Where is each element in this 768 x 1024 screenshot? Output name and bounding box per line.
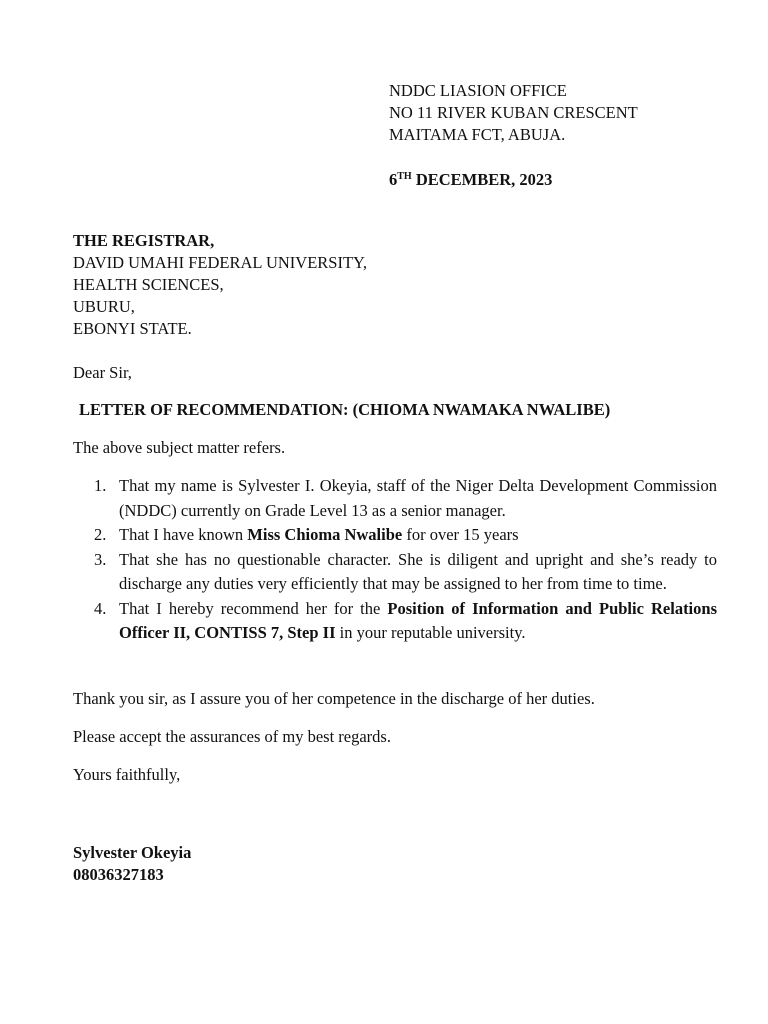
candidate-name: Miss Chioma Nwalibe <box>247 525 403 544</box>
list-item <box>73 523 717 548</box>
list-item <box>73 548 717 597</box>
recipient-line: DAVID UMAHI FEDERAL UNIVERSITY, <box>73 253 367 272</box>
list-item-number: 4. <box>94 598 107 618</box>
signatory-block <box>73 842 191 886</box>
list-item-text: That I hereby recommend her for the <box>119 598 388 618</box>
list-item <box>73 474 717 523</box>
recipient-address <box>73 230 573 340</box>
list-item-number: 2. <box>94 525 107 544</box>
subject-line: LETTER OF RECOMMENDATION: (CHIOMA NWAMAKA NWALIBE) <box>79 400 611 419</box>
sender-address-line: MAITAMA FCT, ABUJA. <box>389 125 566 144</box>
valediction: Yours faithfully, <box>73 765 181 784</box>
salutation: Dear Sir, <box>73 363 132 382</box>
recommendation-points <box>73 474 717 646</box>
closing-paragraph: Please accept the assurances of my best regards. <box>73 727 391 746</box>
date-rest: DECEMBER, 2023 <box>411 170 553 189</box>
recipient-line: UBURU, <box>73 297 135 316</box>
recipient-line: HEALTH SCIENCES, <box>73 275 224 294</box>
recipient-title: THE REGISTRAR, <box>73 231 215 250</box>
list-item-number: 3. <box>94 549 107 569</box>
signatory-phone: 08036327183 <box>73 865 164 884</box>
date-day: 6 <box>389 170 398 189</box>
list-item-text: for over 15 years <box>402 525 519 544</box>
list-item-text: in your reputable university. <box>335 623 526 642</box>
list-item <box>73 597 717 646</box>
signatory-name: Sylvester Okeyia <box>73 843 192 862</box>
list-item-number: 1. <box>94 476 107 495</box>
list-item-text: That my name is Sylvester I. Okeyia, staff of the Niger Delta Development Commission (NDDC) currently on Grade Level 13 as a senior manager. <box>119 476 717 520</box>
sender-address <box>389 80 749 146</box>
list-item-text: That I have known <box>119 525 248 544</box>
intro-paragraph: The above subject matter refers. <box>73 438 286 457</box>
sender-address-line: NO 11 RIVER KUBAN CRESCENT <box>389 103 638 122</box>
sender-address-line: NDDC LIASION OFFICE <box>389 81 567 100</box>
letter-date <box>389 169 552 191</box>
position-title: Position of Information and Public Relations Officer II, CONTISS 7, Step II <box>119 598 717 642</box>
recipient-line: EBONYI STATE. <box>73 319 192 338</box>
list-item-text: That she has no questionable character. She is diligent and upright and she’s ready to discharge any duties very efficiently that may be assigned to her from time to time. <box>119 549 717 593</box>
date-suffix: TH <box>397 171 412 182</box>
closing-paragraph: Thank you sir, as I assure you of her competence in the discharge of her duties. <box>73 689 595 708</box>
